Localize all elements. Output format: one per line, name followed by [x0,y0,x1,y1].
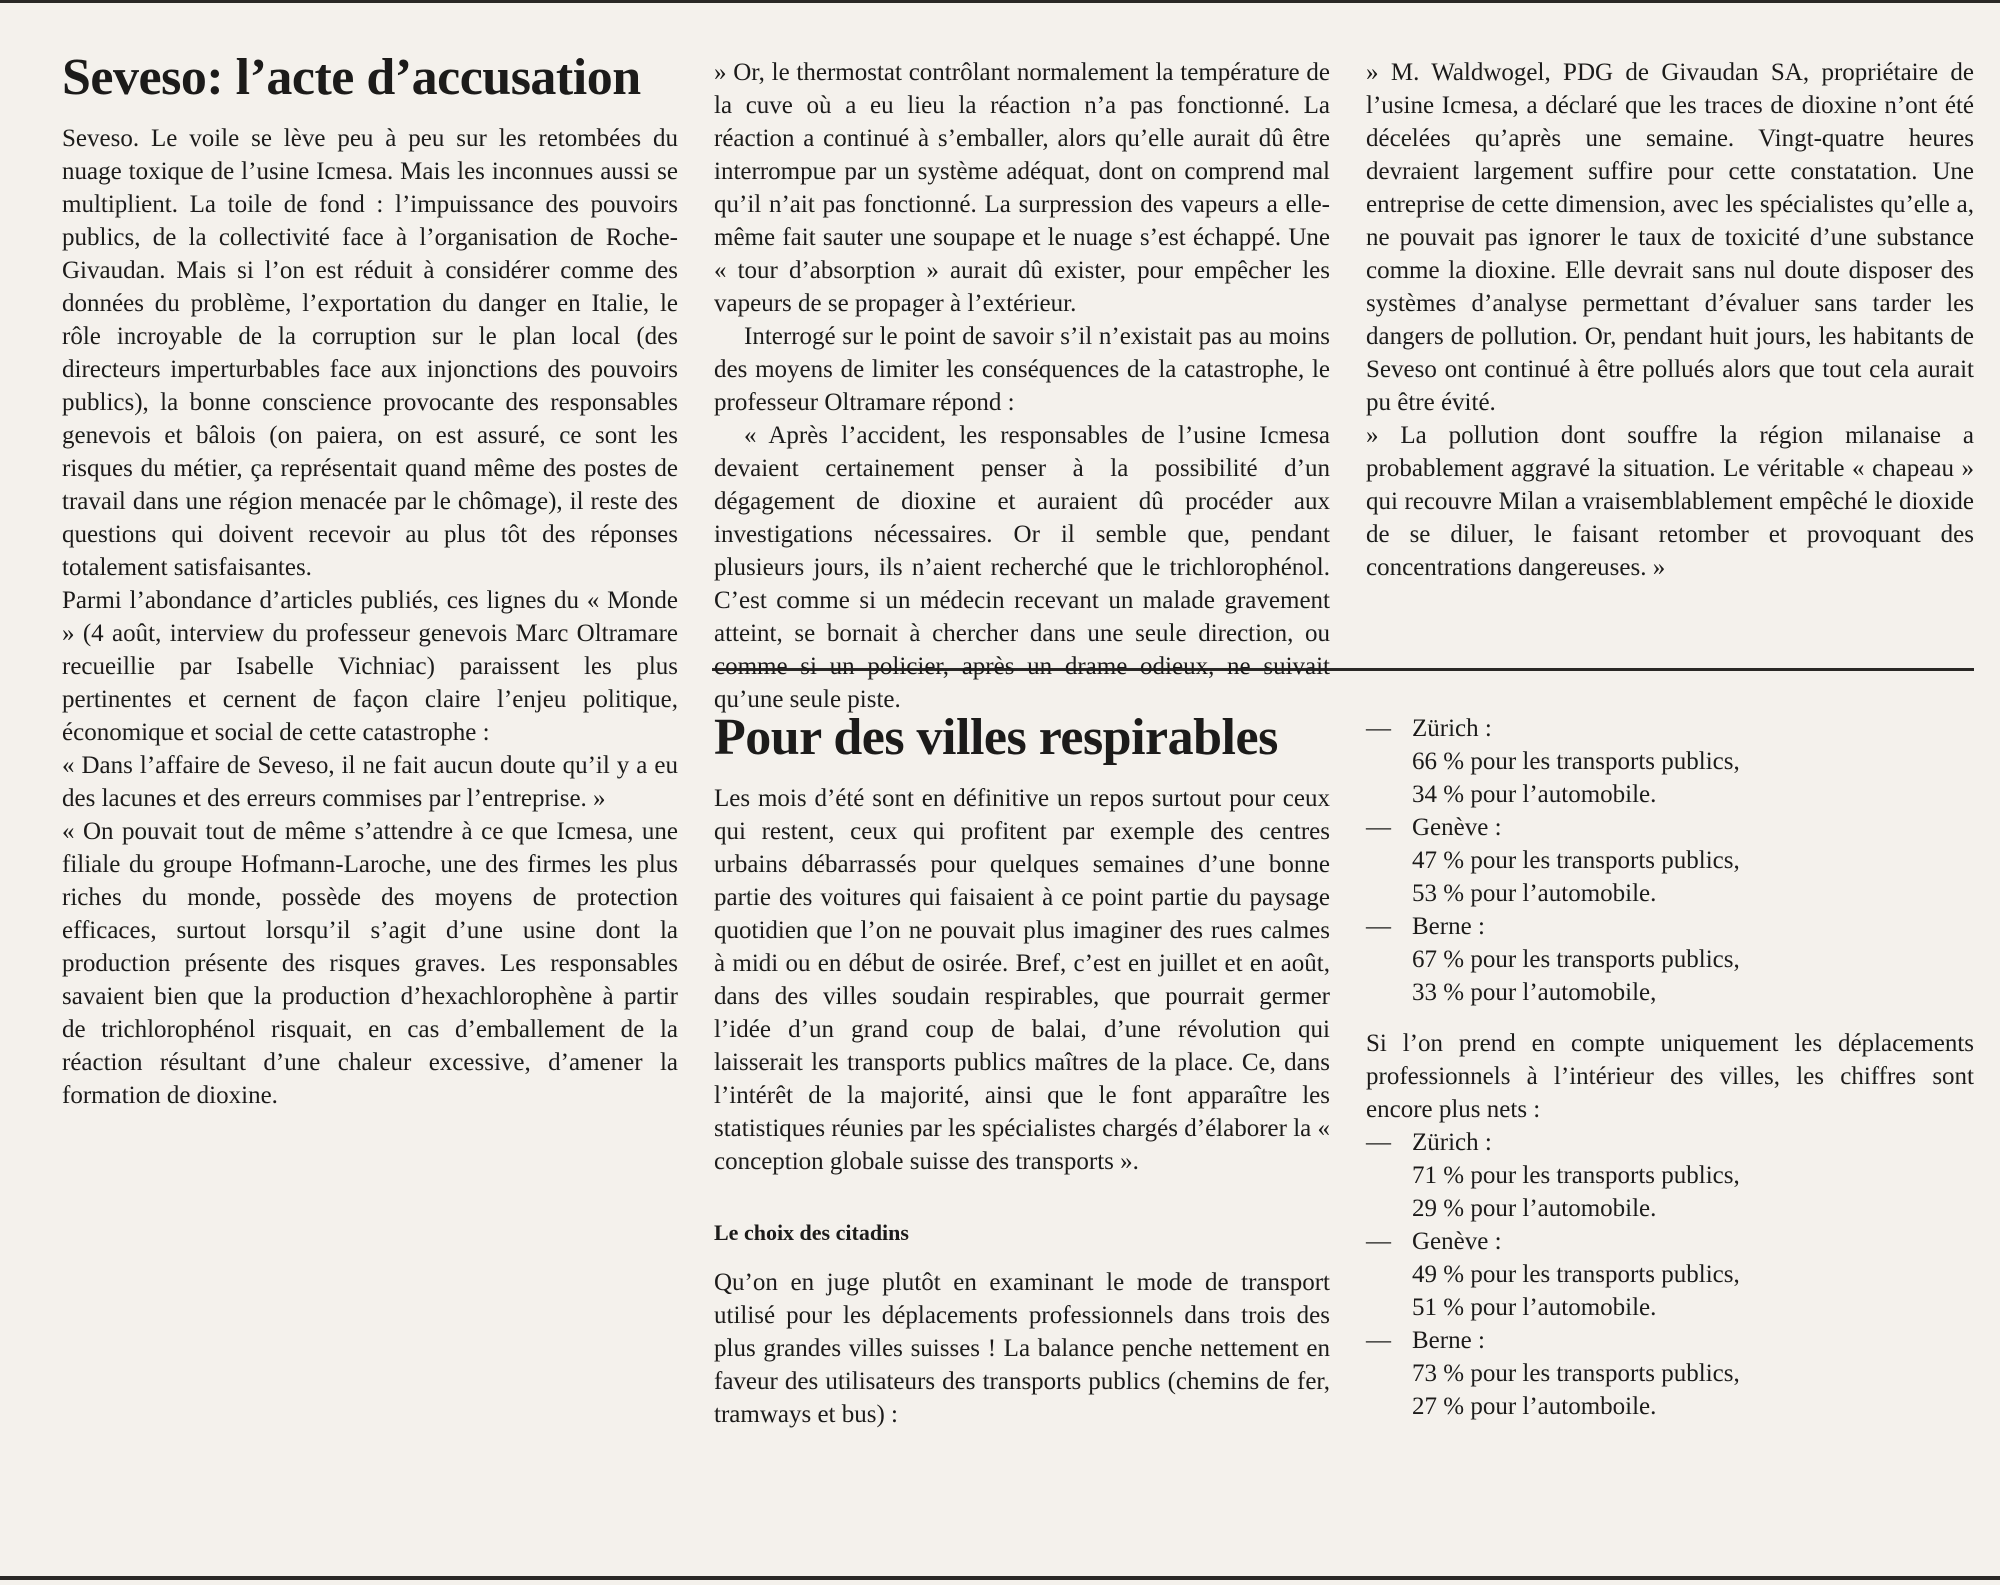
list-item [1366,1126,1974,1159]
article1-paragraph: Seveso. Le voile se lève peu à peu sur les retombées du nuage toxique de l’usine Icmesa. Mais les inconnues aussi se multiplient. La toile de fond : l’impuissance des pouvoirs publics, de la collectivité face à l’organisation de Roche-Givaudan. Mais si l’on est réduit à considérer comme des données du problème, l’exportation du danger en Italie, le rôle incroyable de la corruption sur le plan local (des directeurs imperturbables face aux injonctions des pouvoirs publics), la bonne conscience provocante des responsables genevois et bâlois (on paiera, on est assuré, ce sont les risques du métier, ça représentait quand même des postes de travail dans une région menacée par le chômage), il reste des questions qui doivent recevoir au plus tôt des réponses totalement satisfaisantes. [62,125,678,581]
city-label: Zürich : [1412,715,1492,742]
city-label: Genève : [1412,814,1502,841]
list-item: 27 % pour l’automboile. [1412,1393,1657,1420]
list-item [1366,1225,1974,1258]
article2-body-2: Si l’on prend en compte uniquement les déplacements professionnels à l’intérieur des villes, les chiffres sont encore plus nets : [1366,1030,1974,1123]
article2-subheading: Le choix des citadins [714,1220,909,1245]
article2-column-1 [714,708,1330,1431]
stats-list-all-trips [1366,712,1974,1009]
dash-marker: — [1366,1327,1391,1354]
dash-marker: — [1366,1228,1391,1255]
article1-column-3 [1366,56,1974,584]
article1-column-2 [714,56,1330,716]
stats-list-urban-trips [1366,1126,1974,1423]
article1-column-1 [62,48,678,1112]
city-label: Zürich : [1412,1129,1492,1156]
list-item [1366,811,1974,844]
dash-marker: — [1366,1129,1391,1156]
list-item [1366,910,1974,943]
article1-paragraph: Parmi l’abondance d’articles publiés, ces lignes du « Monde » (4 août, interview du professeur genevois Marc Oltramare recueillie par Isabelle Vichniac) paraissent les plus pertinentes et cernent de façon claire l’enjeu politique, économique et social de cette catastrophe : [62,587,678,746]
article1-title: Seveso: l’acte d’accusation [62,49,641,106]
article1-paragraph: » La pollution dont souffre la région milanaise a probablement aggravé la situation. Le véritable « chapeau » qui recouvre Milan a vraisemblablement empêché le dioxide de se diluer, le faisant retomber et provoquant des concentrations dangereuses. » [1366,422,1974,581]
list-item [1366,712,1974,745]
article2-column-2 [1366,712,1974,1423]
list-item: 71 % pour les transports publics, [1412,1162,1740,1189]
article1-paragraph: » Or, le thermostat contrôlant normalement la température de la cuve où a eu lieu la réaction n’a pas fonctionné. La réaction a continué à s’emballer, alors qu’elle aurait dû être interrompue par un système adéquat, dont on comprend mal qu’il n’ait pas fonctionné. La surpression des vapeurs a elle-même fait sauter une soupape et le nuage s’est échappé. Une « tour d’absorption » aurait dû exister, pour empêcher les vapeurs de se propager à l’extérieur. [714,59,1330,317]
article1-paragraph: « On pouvait tout de même s’attendre à ce que Icmesa, une filiale du groupe Hofmann-Laroche, une des firmes les plus riches du monde, possède des moyens de protection efficaces, surtout lorsqu’il s’agit d’une usine dont la production présente des risques graves. Les responsables savaient bien que la production d’hexachlorophène à partir de trichlorophénol risquait, en cas d’emballement de la réaction résultant d’une chaleur excessive, d’amener la formation de dioxine. [62,818,678,1109]
article1-paragraph: « Dans l’affaire de Seveso, il ne fait aucun doute qu’il y a eu des lacunes et des erreurs commises par l’entreprise. » [62,752,678,812]
list-item: 67 % pour les transports publics, [1412,946,1740,973]
article2-title: Pour des villes respirables [714,709,1278,766]
list-item: 34 % pour l’automobile. [1412,781,1657,808]
dash-marker: — [1366,715,1391,742]
top-rule [0,0,2000,3]
bottom-rule [0,1576,2000,1580]
city-label: Genève : [1412,1228,1502,1255]
article1-paragraph: » M. Waldwogel, PDG de Givaudan SA, propriétaire de l’usine Icmesa, a déclaré que les traces de dioxine n’ont été décelées qu’après une semaine. Vingt-quatre heures devraient largement suffire pour cette constatation. Une entreprise de cette dimension, avec les spécialistes qu’elle a, ne pouvait pas ignorer le taux de toxicité d’une substance comme la dioxine. Elle devrait sans nul doute disposer des systèmes d’analyse permettant d’évaluer sans tarder les dangers de pollution. Or, pendant huit jours, les habitants de Seveso ont continué à être pollués alors que tout cela aurait pu être évité. [1366,59,1974,416]
article2-body: Qu’on en juge plutôt en examinant le mode de transport utilisé pour les déplacements professionnels dans trois des plus grandes villes suisses ! La balance penche nettement en faveur des utilisateurs des transports publics (chemins de fer, tramways et bus) : [714,1269,1330,1428]
list-item: 73 % pour les transports publics, [1412,1360,1740,1387]
dash-marker: — [1366,814,1391,841]
list-item [1366,1324,1974,1357]
list-item: 53 % pour l’automobile. [1412,880,1657,907]
list-item: 33 % pour l’automobile, [1412,979,1657,1006]
city-label: Berne : [1412,913,1485,940]
dash-marker: — [1366,913,1391,940]
list-item: 29 % pour l’automobile. [1412,1195,1657,1222]
article1-paragraph: Interrogé sur le point de savoir s’il n’existait pas au moins des moyens de limiter les conséquences de la catastrophe, le professeur Oltramare répond : [714,323,1330,416]
list-item: 66 % pour les transports publics, [1412,748,1740,775]
article2-intro: Les mois d’été sont en définitive un repos surtout pour ceux qui restent, ceux qui profitent par exemple des centres urbains débarrassés pour quelques semaines d’une bonne partie des voitures qui faisaient à ce point partie du paysage quotidien que l’on ne pouvait plus imaginer des rues calmes à midi ou en début de osirée. Bref, c’est en juillet et en août, dans des villes soudain respirables, que pourrait germer l’idée d’un grand coup de balai, d’une révolution qui laisserait les transports publics maîtres de la place. Ce, dans l’intérêt de la majorité, ainsi que le font apparaître les statistiques réunies par les spécialistes chargés d’élaborer la « conception globale suisse des transports ». [714,785,1330,1175]
list-item: 47 % pour les transports publics, [1412,847,1740,874]
list-item: 49 % pour les transports publics, [1412,1261,1740,1288]
article1-paragraph: « Après l’accident, les responsables de l’usine Icmesa devaient certainement penser à la possibilité d’un dégagement de dioxine et auraient dû procéder aux investigations nécessaires. Or il semble que, pendant plusieurs jours, ils n’aient recherché que le trichlorophénol. C’est comme si un médecin recevant un malade gravement atteint, se bornait à chercher dans une seule direction, ou comme si un policier, après un drame odieux, ne suivait qu’une seule piste. [714,422,1330,713]
city-label: Berne : [1412,1327,1485,1354]
list-item: 51 % pour l’automobile. [1412,1294,1657,1321]
